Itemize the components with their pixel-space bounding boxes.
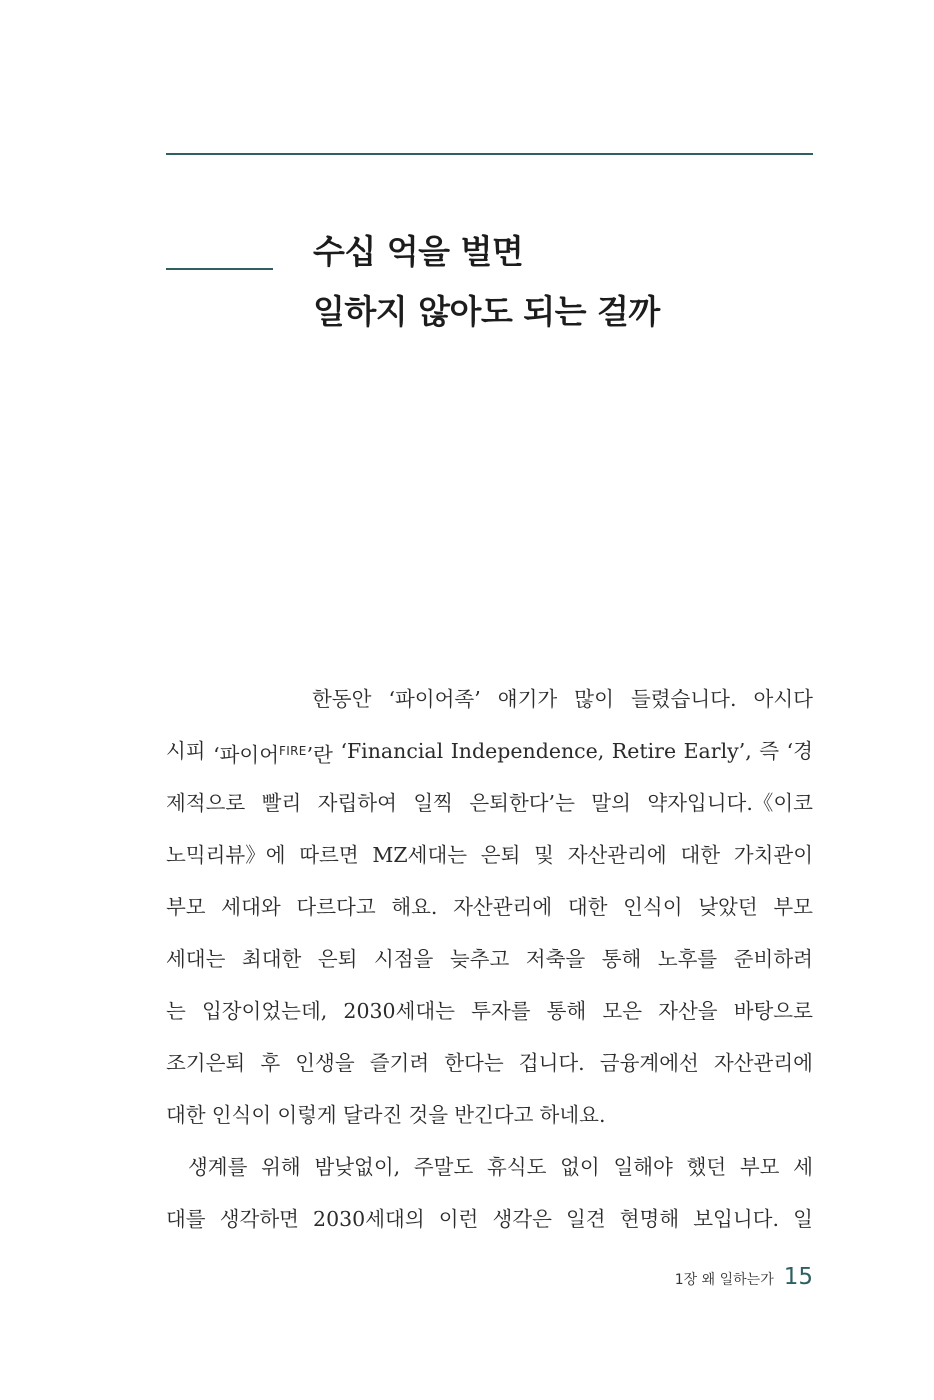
body-line: 생계를 위해 밤낮없이, 주말도 휴식도 없이 일해야 했던 부모 세 bbox=[188, 1155, 813, 1179]
top-rule bbox=[166, 153, 813, 155]
body-text bbox=[166, 673, 813, 1245]
title-line-1: 수십 억을 벌면 bbox=[313, 232, 524, 271]
body-line: 세대는 최대한 은퇴 시점을 늦추고 저축을 통해 노후를 준비하려 bbox=[166, 947, 813, 971]
title-rule bbox=[166, 268, 273, 270]
fire-superscript: FIRE bbox=[279, 744, 307, 758]
title-line-2: 일하지 않아도 되는 걸까 bbox=[313, 292, 660, 331]
body-line: 노믹리뷰》에 따르면 MZ세대는 은퇴 및 자산관리에 대한 가치관이 bbox=[166, 843, 813, 867]
body-line: 한동안 ‘파이어족’ 얘기가 많이 들렸습니다. 아시다 bbox=[312, 687, 813, 711]
body-line: 제적으로 빨리 자립하여 일찍 은퇴한다’는 말의 약자입니다.《이코 bbox=[166, 791, 813, 815]
chapter-section-title bbox=[313, 222, 833, 342]
body-line: 대를 생각하면 2030세대의 이런 생각은 일견 현명해 보입니다. 일 bbox=[166, 1207, 813, 1231]
body-line: 대한 인식이 이렇게 달라진 것을 반긴다고 하네요. bbox=[166, 1103, 606, 1127]
body-line: 시피 ‘파이어$^{FIRE}$’란 ‘Financial Independence, Retire Early’, 즉 ‘경 bbox=[166, 739, 813, 767]
body-line: 조기은퇴 후 인생을 즐기려 한다는 겁니다. 금융계에선 자산관리에 bbox=[166, 1051, 813, 1075]
page-number: 15 bbox=[783, 1264, 813, 1290]
body-line: 는 입장이었는데, 2030세대는 투자를 통해 모은 자산을 바탕으로 bbox=[166, 999, 813, 1023]
footer-chapter-title: 1장 왜 일하는가 bbox=[674, 1272, 774, 1288]
body-line: 부모 세대와 다르다고 해요. 자산관리에 대한 인식이 낮았던 부모 bbox=[166, 895, 813, 919]
page-footer bbox=[675, 1264, 813, 1290]
